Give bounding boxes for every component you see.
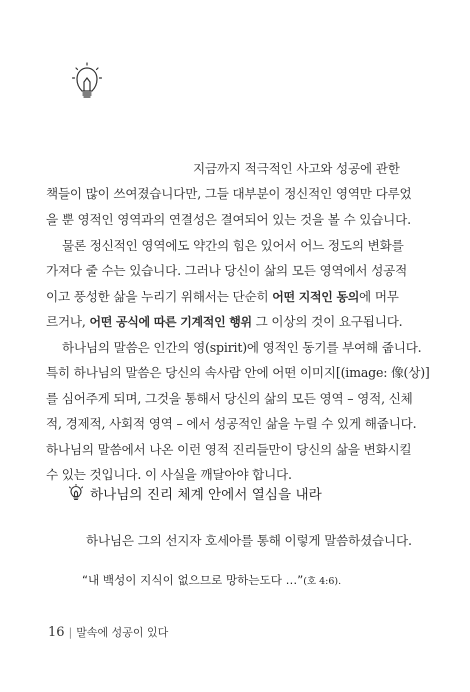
paragraph3-line4: 적, 경제적, 사회적 영역 – 에서 성공적인 삶을 누릴 수 있게 해줍니다. xyxy=(46,416,417,431)
paragraph3-line1: 하나님의 말씀은 인간의 영(spirit)에 영적인 동기를 부여해 줍니다. xyxy=(62,340,422,355)
paragraph2-line3-text-c: 에 머무 xyxy=(359,289,399,304)
paragraph1-line3: 을 뿐 영적인 영역과의 연결성은 결여되어 있는 것을 볼 수 있습니다. xyxy=(46,212,411,227)
quote-text: “내 백성이 지식이 없으므로 망하는도다 …” xyxy=(82,573,304,587)
page-footer xyxy=(48,624,168,640)
paragraph2-line1: 물론 정신적인 영역에도 약간의 힘은 있어서 어느 정도의 변화를 xyxy=(62,238,404,253)
paragraph1-line2: 책들이 많이 쓰여졌습니다만, 그들 대부분이 정신적인 영역만 다루었 xyxy=(46,186,412,201)
paragraph3-line2: 특히 하나님의 말씀은 당신의 속사람 안에 어떤 이미지[(image: 像(상)] xyxy=(46,365,430,380)
section-heading xyxy=(68,483,322,503)
quote-reference: (호 4:6). xyxy=(303,576,342,587)
paragraph3-line5: 하나님의 말씀에서 나온 이런 영적 진리들만이 당신의 삶을 변화시킬 xyxy=(46,442,412,457)
footer-separator: | xyxy=(68,626,73,639)
emphasis-intellectual-agreement: 어떤 지적인 동의 xyxy=(272,290,360,304)
paragraph2-line3 xyxy=(46,286,399,305)
page-number: 16 xyxy=(48,625,65,640)
paragraph2-line3-text-a: 이고 풍성한 삶을 누리기 위해서는 단순히 xyxy=(46,289,273,304)
book-title: 말속에 성공이 있다 xyxy=(76,626,169,639)
paragraph1-line1: 지금까지 적극적인 사고와 성공에 관한 xyxy=(193,161,400,176)
paragraph2-line2: 가져다 줄 수는 있습니다. 그러나 당신이 삶의 모든 영역에서 성공적 xyxy=(46,263,408,278)
paragraph2-line4 xyxy=(46,311,402,330)
scripture-quote xyxy=(82,572,341,588)
emphasis-mechanical-action: 어떤 공식에 따른 기계적인 행위 xyxy=(89,315,252,329)
paragraph2-line4-text-c: 그 이상의 것이 요구됩니다. xyxy=(251,314,403,329)
paragraph4: 하나님은 그의 선지자 호세아를 통해 이렇게 말씀하셨습니다. xyxy=(86,533,412,548)
lightbulb-icon xyxy=(72,62,102,102)
section-heading-text: 하나님의 진리 체계 안에서 열심을 내라 xyxy=(90,487,322,503)
paragraph3-line6: 수 있는 것입니다. 이 사실을 깨달아야 합니다. xyxy=(46,467,292,482)
paragraph2-line4-text-a: 르거나, xyxy=(46,314,90,329)
small-lightbulb-icon xyxy=(68,484,84,502)
paragraph3-line3: 를 심어주게 되며, 그것을 통해서 당신의 삶의 모든 영역 – 영적, 신체 xyxy=(46,391,413,406)
